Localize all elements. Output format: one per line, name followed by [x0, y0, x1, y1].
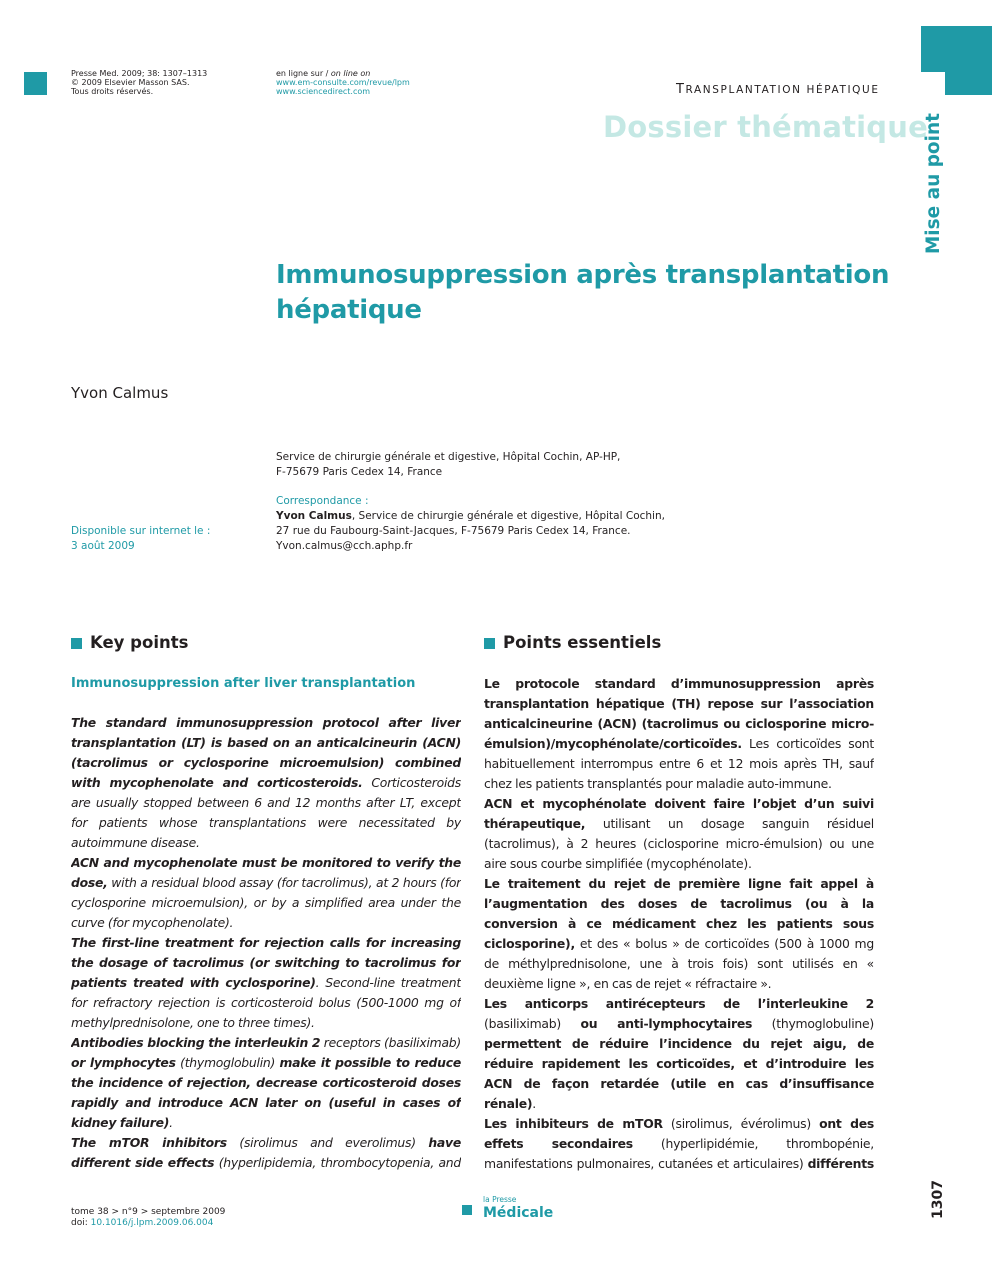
- header-square-left: [24, 72, 47, 95]
- key-points-heading: Key points: [90, 633, 189, 652]
- side-label: Mise au point: [922, 113, 944, 255]
- issue-line: tome 38 > n°9 > septembre 2009: [71, 1207, 226, 1217]
- logo-square-icon: [462, 1205, 472, 1215]
- online-block: [276, 69, 410, 96]
- essentiel-paragraph: ACN et mycophénolate doivent faire l’objet d’un suivi thérapeutique, utilisant un dosage sanguin résiduel (tacrolimus), à 2 heures (ciclosporine micro-émulsion) ou une aire sous courbe simplifiée (mycophénolate).: [484, 796, 874, 871]
- correspondance-address: 27 rue du Faubourg-Saint-Jacques, F-75679 Paris Cedex 14, France.: [276, 525, 631, 537]
- journal-logo: [483, 1194, 553, 1221]
- link-sciencedirect[interactable]: www.sciencedirect.com: [276, 87, 371, 96]
- title-line: Immunosuppression après transplantation: [276, 260, 890, 290]
- section-title-rest: RANSPLANTATION HÉPATIQUE: [685, 84, 880, 96]
- header-square-notch: [921, 72, 945, 96]
- online-label-line: [276, 69, 410, 78]
- correspondance-label: Correspondance :: [276, 495, 369, 507]
- points-essentiels-heading: Points essentiels: [503, 633, 662, 652]
- citation-line: Tous droits réservés.: [71, 87, 154, 96]
- section-title-initial: T: [676, 82, 686, 97]
- doi-line: [71, 1218, 225, 1229]
- affiliation: [276, 450, 620, 480]
- correspondance-line1: , Service de chirurgie générale et digestive, Hôpital Cochin,: [351, 510, 665, 522]
- essentiel-paragraph: Le protocole standard d’immunosuppression après transplantation hépatique (TH) repose sur l’association anticalcineurine (ACN) (tacrolimus ou ciclosporine micro-émulsion)/mycophénolate/corticoïdes. Les corticoïdes sont habituellement interrompus entre 6 et 12 mois après TH, sauf chez les patients transplantés pour maladie auto-immune.: [484, 676, 874, 791]
- citation-line: © 2009 Elsevier Masson SAS.: [71, 78, 190, 87]
- essentiel-paragraph: Les inhibiteurs de mTOR (sirolimus, évérolimus) ont des effets secondaires (hyperlipidémie, thrombopénie, manifestations pulmonaires, cutanées et articulaires) différents: [484, 1116, 874, 1171]
- correspondance-email[interactable]: Yvon.calmus@cch.aphp.fr: [276, 540, 413, 552]
- doi-link[interactable]: 10.1016/j.lpm.2009.06.004: [90, 1218, 214, 1228]
- points-essentiels-square-icon: [484, 638, 495, 649]
- key-points-square-icon: [71, 638, 82, 649]
- logo-big-text: Médicale: [483, 1205, 554, 1221]
- key-point-paragraph: The standard immunosuppression protocol after liver transplantation (LT) is based on an anticalcineurin (ACN) (tacrolimus or cyclosporine microemulsion) combined with mycophenolate and corticosteroids. Corticosteroids are usually stopped between 6 and 12 months after LT, except for patients whose transplantations were necessitated by autoimmune disease.: [71, 715, 461, 850]
- affiliation-line: Service de chirurgie générale et digestive, Hôpital Cochin, AP-HP,: [276, 451, 621, 463]
- online-label-en: on line on: [330, 69, 371, 78]
- essentiel-paragraph: Le traitement du rejet de première ligne fait appel à l’augmentation des doses de tacrolimus (ou à la conversion à ce médicament chez les patients sous ciclosporine), et des « bolus » de corticoïdes (500 à 1000 mg de méthylprednisolone, une à trois fois) sont utilisés en « deuxième ligne », en cas de rejet « réfractaire ».: [484, 876, 874, 991]
- key-points-subheading: Immunosuppression after liver transplantation: [71, 676, 416, 691]
- link-em-consulte[interactable]: www.em-consulte.com/revue/lpm: [276, 78, 410, 87]
- page-number: 1307: [930, 1179, 946, 1219]
- footer-issue: [71, 1207, 225, 1229]
- section-title: [676, 82, 880, 97]
- correspondance: [276, 494, 665, 554]
- online-label: en ligne sur /: [276, 69, 331, 78]
- correspondance-name: Yvon Calmus: [276, 510, 352, 522]
- article-title: [276, 258, 889, 328]
- key-point-paragraph: Antibodies blocking the interleukin 2 receptors (basiliximab) or lymphocytes (thymoglobulin) make it possible to reduce the incidence of rejection, decrease corticosteroid doses rapidly and introduce ACN later on (useful in cases of kidney failure).: [71, 1035, 461, 1130]
- available-label: Disponible sur internet le :: [71, 525, 211, 537]
- points-essentiels-body: [484, 674, 874, 1174]
- citation-line: Presse Med. 2009; 38: 1307–1313: [71, 69, 208, 78]
- citation-block: [71, 69, 207, 96]
- key-point-paragraph: The first-line treatment for rejection calls for increasing the dosage of tacrolimus (or switching to tacrolimus for patients treated with cyclosporine). Second-line treatment for refractory rejection is corticosteroid bolus (500-1000 mg of methylprednisolone, one to three times).: [71, 935, 461, 1030]
- available-date: 3 août 2009: [71, 540, 135, 552]
- essentiel-paragraph: Les anticorps antirécepteurs de l’interleukine 2 (basiliximab) ou anti-lymphocytaires (thymoglobuline) permettent de réduire l’incidence du rejet aigu, de réduire rapidement les corticoïdes, et d’introduire les ACN de façon retardée (utile en cas d’insuffisance rénale).: [484, 996, 874, 1111]
- key-point-paragraph: ACN and mycophenolate must be monitored to verify the dose, with a residual blood assay (for tacrolimus), at 2 hours (for cyclosporine microemulsion), or by a simplified area under the curve (for mycophenolate).: [71, 855, 461, 930]
- correspondance-line: [276, 509, 665, 524]
- affiliation-line: F-75679 Paris Cedex 14, France: [276, 466, 443, 478]
- key-points-body: [71, 713, 461, 1173]
- availability: [71, 524, 210, 554]
- title-line: hépatique: [276, 295, 422, 325]
- doi-label: doi:: [71, 1218, 91, 1228]
- dossier-label: Dossier thématique: [603, 110, 928, 144]
- author-name: Yvon Calmus: [71, 384, 169, 402]
- key-point-paragraph: The mTOR inhibitors (sirolimus and everolimus) have different side effects (hyperlipidemia, thrombocytopenia, and: [71, 1135, 461, 1170]
- logo-small-text: la Presse: [483, 1195, 517, 1204]
